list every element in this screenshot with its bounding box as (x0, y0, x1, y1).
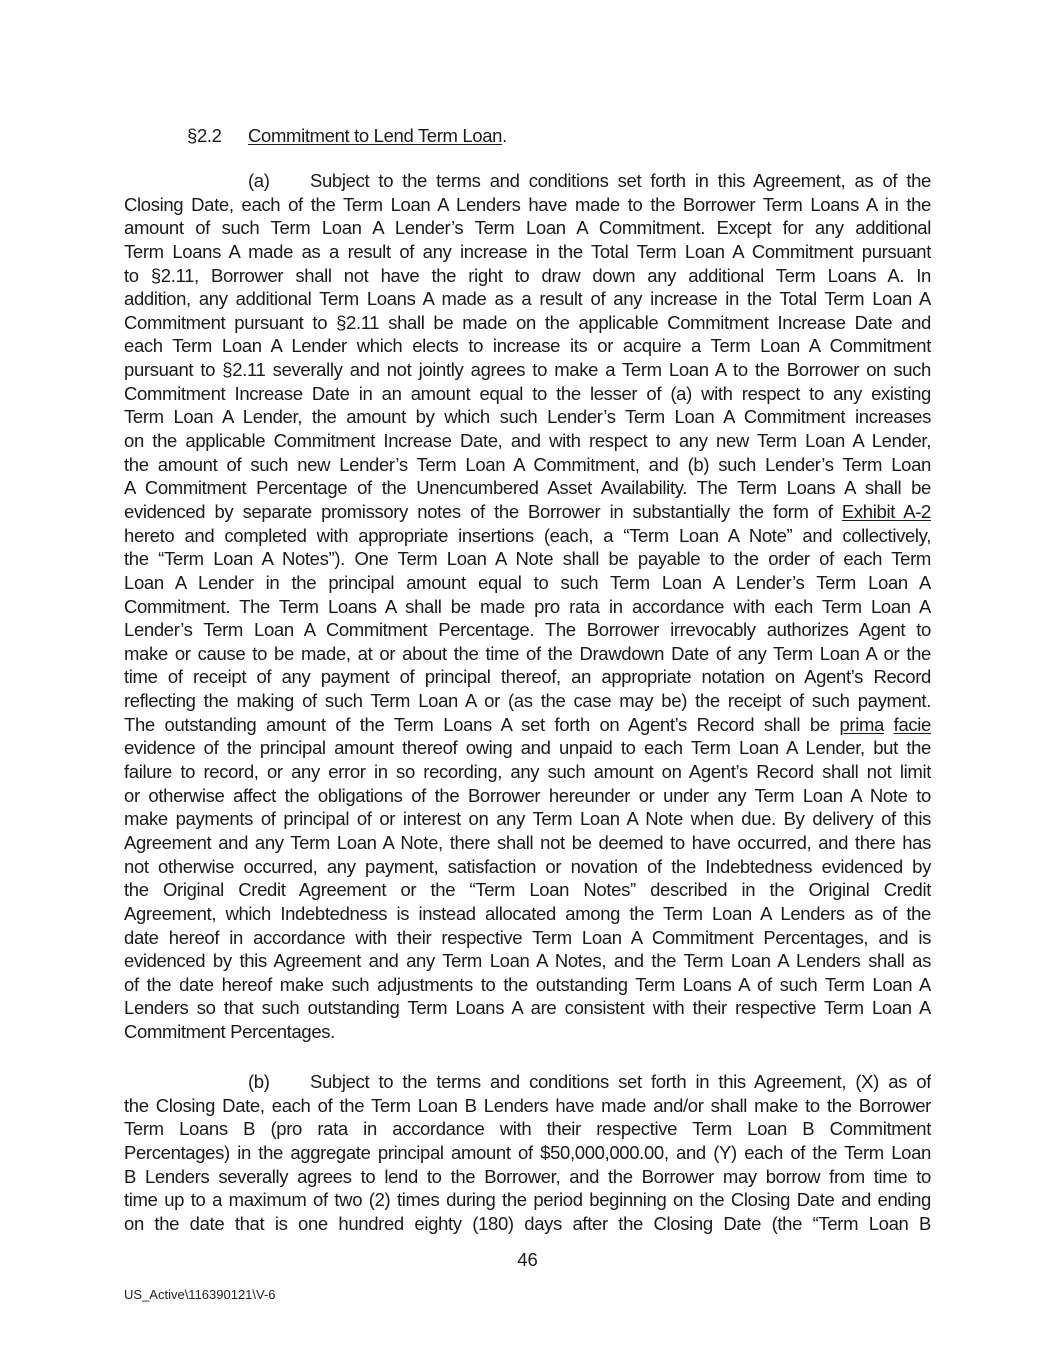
paragraph-line: the “Term Loan A Notes”). One Term Loan A Note shall be payable to the order of each Term (124, 548, 931, 570)
paragraph-line: make payments of principal of or interest on any Term Loan A Note when due. By delivery of this (124, 808, 931, 830)
paragraph-line: Loan A Lender in the principal amount equal to such Term Loan A Lender’s Term Loan A (124, 571, 931, 593)
page-number: 46 (517, 1249, 538, 1270)
paragraph-line: of the date hereof make such adjustments to the outstanding Term Loans A of such Term Loan A (124, 973, 931, 995)
paragraph-line: Agreement and any Term Loan A Note, there shall not be deemed to have occurred, and there has (124, 831, 931, 853)
paragraph-line: hereto and completed with appropriate insertions (each, a “Term Loan A Note” and collectively, (124, 524, 931, 546)
paragraph-line: evidence of the principal amount thereof owing and unpaid to each Term Loan A Lender, but the (124, 737, 931, 759)
paragraph-line (124, 713, 931, 737)
paragraph-line: evidenced by this Agreement and any Term Loan A Notes, and the Term Loan A Lenders shall as (124, 950, 931, 972)
paragraph-line: on the date that is one hundred eighty (180) days after the Closing Date (the “Term Loan B (124, 1212, 931, 1234)
paragraph-line: Agreement, which Indebtedness is instead allocated among the Term Loan A Lenders as of the (124, 902, 931, 924)
paragraph-line: Term Loans A made as a result of any increase in the Total Term Loan A Commitment pursuant (124, 240, 931, 262)
section-number: §2.2 (187, 125, 222, 146)
paragraph-line: time of receipt of any payment of principal thereof, an appropriate notation on Agent’s Record (124, 666, 931, 688)
paragraph-line: Percentages) in the aggregate principal amount of $50,000,000.00, and (Y) each of the Term Loan (124, 1141, 931, 1163)
paragraph-line: time up to a maximum of two (2) times during the period beginning on the Closing Date and ending (124, 1189, 931, 1211)
paragraph-line: to §2.11, Borrower shall not have the right to draw down any additional Term Loans A. In (124, 264, 931, 286)
exhibit-reference: Exhibit A-2 (841, 500, 931, 522)
paragraph-line: the Original Credit Agreement or the “Term Loan Notes” described in the Original Credit (124, 879, 931, 901)
paragraph-line: pursuant to §2.11 severally and not jointly agrees to make a Term Loan A to the Borrower on such (124, 359, 931, 381)
line-text: The outstanding amount of the Term Loans A set forth on Agent’s Record shall be (124, 713, 830, 735)
line-text: evidenced by separate promissory notes of the Borrower in substantially the form of (124, 500, 833, 522)
paragraph-label: (a) (248, 170, 270, 191)
paragraph-line: Closing Date, each of the Term Loan A Lenders have made to the Borrower Term Loans A in the (124, 193, 931, 215)
section-title-period: . (502, 125, 507, 146)
paragraph-line: amount of such Term Loan A Lender’s Term Loan A Commitment. Except for any additional (124, 217, 931, 239)
paragraph-line: reflecting the making of such Term Loan A or (as the case may be) the receipt of such payment. (124, 690, 931, 712)
paragraph-line: Lenders so that such outstanding Term Loans A are consistent with their respective Term Loan A (124, 997, 931, 1019)
document-footer-id: US_Active\116390121\V-6 (124, 1287, 276, 1302)
paragraph-a (124, 169, 931, 1044)
paragraph-line: addition, any additional Term Loans A made as a result of any increase in the Total Term Loan A (124, 288, 931, 310)
paragraph-line: A Commitment Percentage of the Unencumbered Asset Availability. The Term Loans A shall be (124, 477, 931, 499)
line-text: Subject to the terms and conditions set forth in this Agreement, (X) as of (310, 1071, 931, 1092)
paragraph-line: the amount of such new Lender’s Term Loan A Commitment, and (b) such Lender’s Term Loan (124, 453, 931, 475)
paragraph-line (124, 1070, 931, 1094)
paragraph-line: Lender’s Term Loan A Commitment Percentage. The Borrower irrevocably authorizes Agent to (124, 619, 931, 641)
paragraph-line: B Lenders severally agrees to lend to the Borrower, and the Borrower may borrow from time to (124, 1165, 931, 1187)
facie-underlined: facie (893, 713, 931, 735)
paragraph-label: (b) (248, 1071, 270, 1092)
paragraph-line: Term Loan A Lender, the amount by which such Lender’s Term Loan A Commitment increases (124, 406, 931, 428)
paragraph-line: the Closing Date, each of the Term Loan B Lenders have made and/or shall make to the Borrower (124, 1094, 931, 1116)
paragraph-line: not otherwise occurred, any payment, satisfaction or novation of the Indebtedness evidenced by (124, 855, 931, 877)
paragraph-line: Commitment Increase Date in an amount equal to the lesser of (a) with respect to any existing (124, 382, 931, 404)
paragraph-line: or otherwise affect the obligations of the Borrower hereunder or under any Term Loan A Note to (124, 784, 931, 806)
prima-underlined: prima (839, 713, 884, 735)
paragraph-line: each Term Loan A Lender which elects to increase its or acquire a Term Loan A Commitment (124, 335, 931, 357)
paragraph-line (124, 500, 931, 524)
paragraph-line: failure to record, or any error in so recording, any such amount on Agent’s Record shall not limit (124, 761, 931, 783)
paragraph-b (124, 1070, 931, 1235)
paragraph-line: Commitment Percentages. (124, 1021, 335, 1043)
paragraph-line: Term Loans B (pro rata in accordance with their respective Term Loan B Commitment (124, 1118, 931, 1140)
paragraph-line: Commitment. The Term Loans A shall be made pro rata in accordance with each Term Loan A (124, 595, 931, 617)
line-text: Subject to the terms and conditions set forth in this Agreement, as of the (310, 170, 931, 191)
paragraph-line: date hereof in accordance with their respective Term Loan A Commitment Percentages, and is (124, 926, 931, 948)
paragraph-line: Commitment pursuant to §2.11 shall be made on the applicable Commitment Increase Date and (124, 311, 931, 333)
section-title: Commitment to Lend Term Loan (248, 125, 503, 146)
paragraph-line (124, 169, 931, 193)
paragraph-line: make or cause to be made, at or about the time of the Drawdown Date of any Term Loan A or the (124, 642, 931, 664)
section-heading (187, 124, 507, 148)
paragraph-line: on the applicable Commitment Increase Date, and with respect to any new Term Loan A Lender, (124, 430, 931, 452)
